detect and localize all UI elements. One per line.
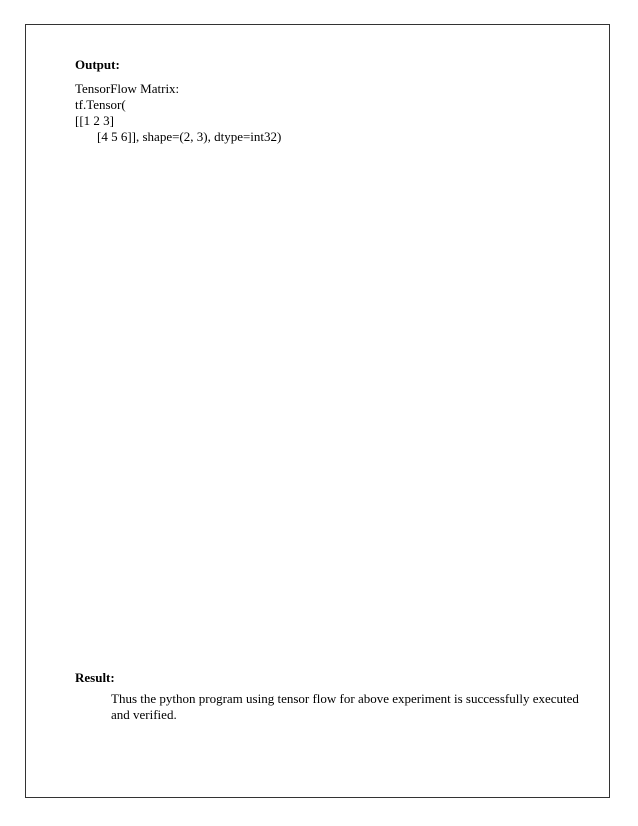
output-line: TensorFlow Matrix: — [75, 81, 180, 96]
output-line: tf.Tensor( — [75, 97, 126, 112]
output-heading: Output: — [75, 57, 120, 72]
output-line: [[1 2 3] — [75, 113, 114, 128]
result-heading: Result: — [75, 670, 115, 685]
result-body: Thus the python program using tensor flow for above experiment is successfully executed and verified. — [111, 691, 579, 722]
output-line: [4 5 6]], shape=(2, 3), dtype=int32) — [97, 129, 282, 144]
